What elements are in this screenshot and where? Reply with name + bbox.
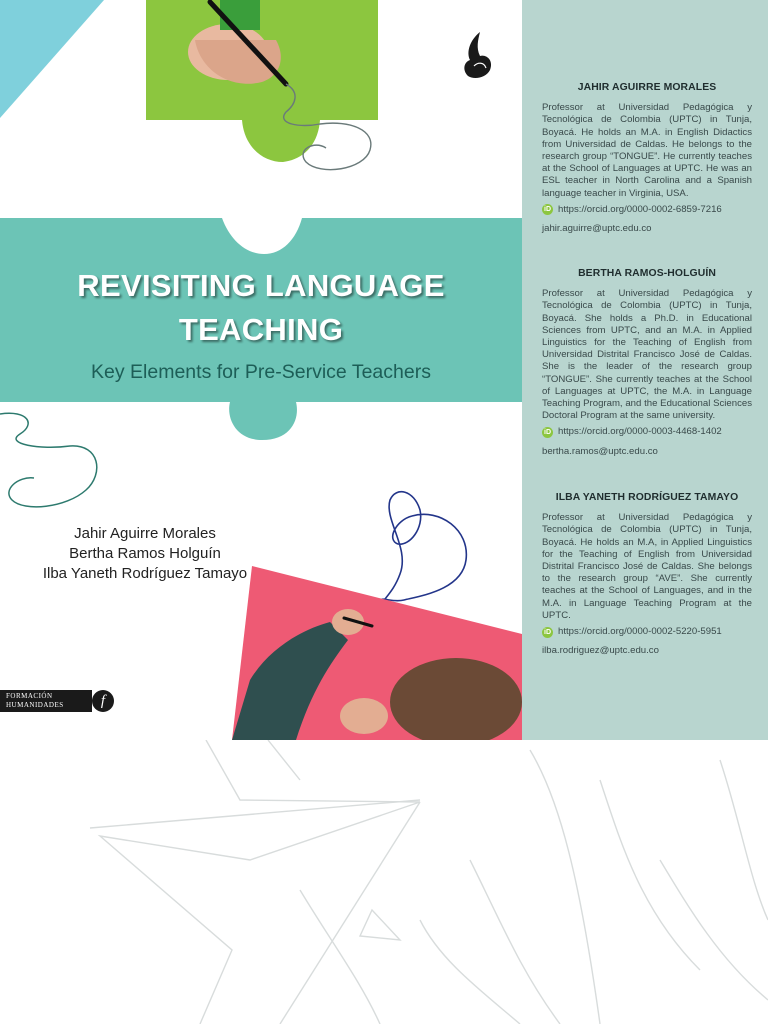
series-logo-icon: f [92,690,114,712]
bio-block-3 [542,492,752,657]
bio-text-2: Professor at Universidad Pedagógica y Tecnológica de Colombia (UPTC) in Tunja, Boyacá. She holds a Ph.D. in Educational Sciences from UPTC, and an M.A. in Applied Linguistics for the Teaching of English from Universidad Distrital Francisco José de Caldas. She is the leader of the research group “TONGUE”. She currently teaches at the School of Languages at UPTC, the M.A. in Language Teaching Program, and the Educational Sciences Doctoral Program at the same university. [542,288,752,422]
orcid-row-3 [542,626,752,638]
bio-block-1 [542,82,752,235]
email-link-3[interactable]: ilba.rodriguez@uptc.edu.co [542,645,659,657]
bio-name-3: ILBA YANETH RODRÍGUEZ TAMAYO [555,492,739,503]
cover-subtitle: Key Elements for Pre-Service Teachers [91,361,431,383]
series-label [0,690,92,712]
orcid-icon: iD [544,429,551,437]
orcid-row-2 [542,426,752,438]
orcid-link-1[interactable]: https://orcid.org/0000-0002-6859-7216 [558,203,722,215]
orcid-link-2[interactable]: https://orcid.org/0000-0003-4468-1402 [558,426,722,438]
bio-block-2 [542,268,752,458]
cover-author-3: Ilba Yaneth Rodríguez Tamayo [42,565,248,582]
bio-name-2: BERTHA RAMOS-HOLGUÍN [578,268,716,279]
cover-title-line-1: REVISITING LANGUAGE [77,268,445,303]
cover-author-1: Jahir Aguirre Morales [74,525,216,542]
bio-name-1: JAHIR AGUIRRE MORALES [577,82,717,93]
faint-sketch-lines [0,740,768,1024]
cyan-triangle-shape [0,0,104,118]
orcid-icon: iD [544,206,551,214]
front-cover [0,0,522,740]
cover-author-2: Bertha Ramos Holguín [69,545,221,562]
bio-text-1: Professor at Universidad Pedagógica y Tecnológica de Colombia (UPTC) in Tunja, Boyacá. He holds an M.A. in English Didactics from Universidad de Caldas. He belongs to the research group “TONGUE”. He currently teaches at the School of Languages at UPTC. He was an ESL teacher in North Carolina and a Spanish language teacher in Virginia, USA. [542,102,752,199]
feather-emblem-icon [460,30,494,80]
email-link-2[interactable]: bertha.ramos@uptc.edu.co [542,445,658,457]
lower-blank-area [0,740,768,1024]
orcid-icon: iD [544,628,551,636]
email-link-1[interactable]: jahir.aguirre@uptc.edu.co [542,223,652,235]
cover-title-line-2: TEACHING [178,312,344,347]
orcid-link-3[interactable]: https://orcid.org/0000-0002-5220-5951 [558,626,722,638]
series-line-1: FORMACIÓN [6,692,53,700]
bio-text-3: Professor at Universidad Pedagógica y Tecnológica de Colombia (UPTC) in Tunja, Boyacá. He holds an M.A, in Applied Linguistics for the Teaching of English from Universidad Distrital Francisco José de Caldas. She belongs to the research group “AVE”. She currently teaches at the School of Languages, and in the M.A. in Language Teaching Program at the UPTC. [542,512,752,621]
series-line-2: HUMANIDADES [6,701,64,709]
orcid-row-1 [542,204,752,216]
back-cover-panel [522,0,768,740]
